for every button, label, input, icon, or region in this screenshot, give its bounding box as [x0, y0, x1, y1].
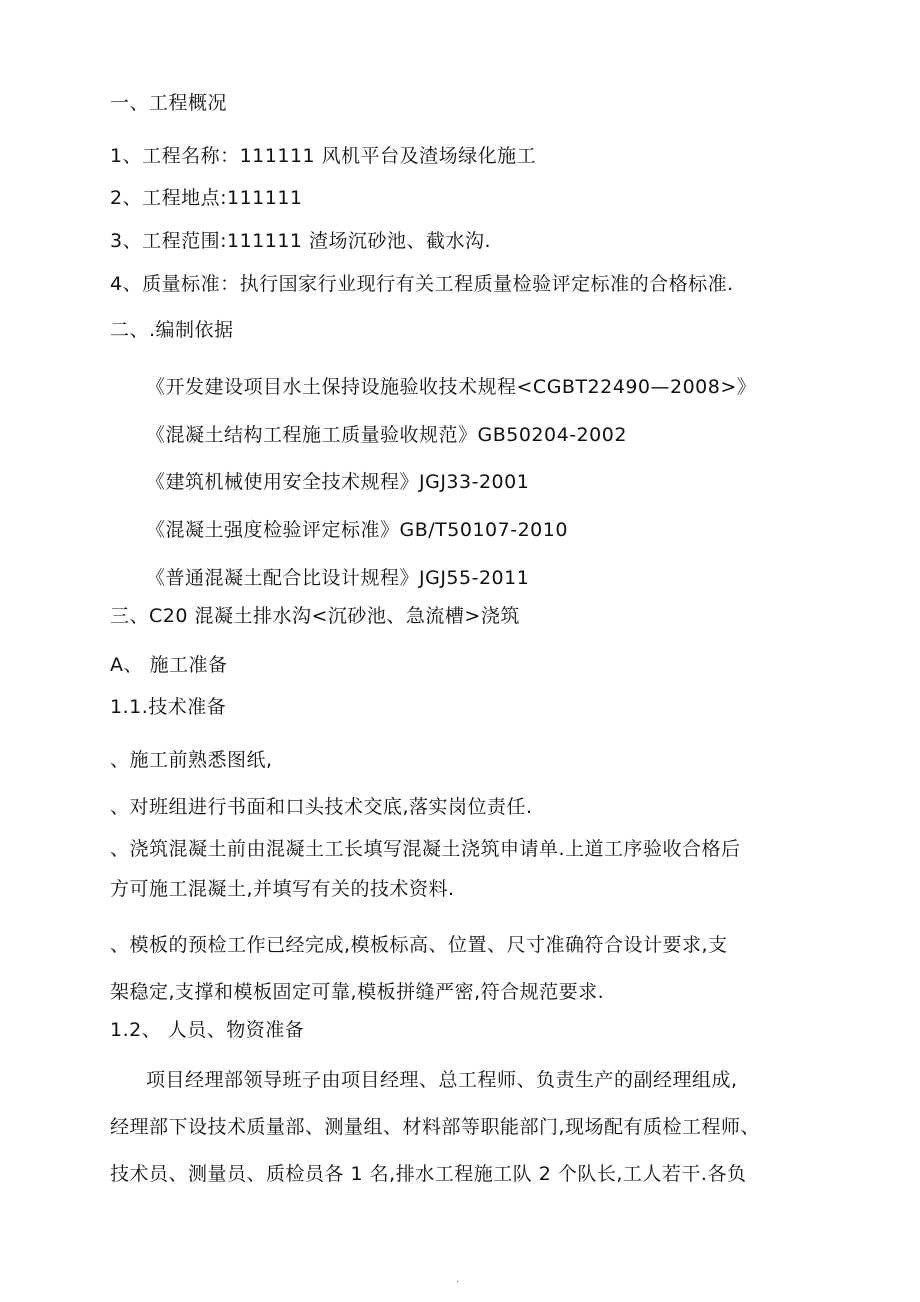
tech-prep-item-continued: 方可施工混凝土,并填写有关的技术资料. [110, 878, 455, 900]
tech-prep-item: 、浇筑混凝土前由混凝土工长填写混凝土浇筑申请单.上道工序验收合格后 [110, 838, 741, 860]
staffing-paragraph-line: 经理部下设技术质量部、测量组、材料部等职能部门,现场配有质检工程师、 [110, 1116, 761, 1138]
tech-prep-item: 、施工前熟悉图纸, [110, 749, 273, 771]
reference-item: 《开发建设项目水土保持设施验收技术规程<CGBT22490—2008>》 [146, 376, 757, 398]
project-location-line: 2、工程地点:111111 [110, 187, 303, 209]
subsection-1-2-heading: 1.2、 人员、物资准备 [110, 1019, 305, 1041]
reference-item: 《混凝土结构工程施工质量验收规范》GB50204-2002 [146, 424, 627, 446]
section-1-heading: 一、工程概况 [110, 92, 228, 114]
subsection-1-1-heading: 1.1.技术准备 [110, 696, 227, 718]
tech-prep-item-continued: 架稳定,支撑和模板固定可靠,模板拼缝严密,符合规范要求. [110, 981, 605, 1003]
reference-item: 《建筑机械使用安全技术规程》JGJ33-2001 [146, 471, 530, 493]
quality-standard-line: 4、质量标准：执行国家行业现行有关工程质量检验评定标准的合格标准. [110, 273, 734, 295]
subsection-a-heading: A、 施工准备 [110, 654, 228, 676]
reference-item: 《普通混凝土配合比设计规程》JGJ55-2011 [146, 567, 530, 589]
staffing-paragraph-line: 技术员、测量员、质检员各 1 名,排水工程施工队 2 个队长,工人若干.各负 [110, 1163, 747, 1185]
page-footer-mark: . [456, 1274, 460, 1285]
tech-prep-item: 、模板的预检工作已经完成,模板标高、位置、尺寸准确符合设计要求,支 [110, 934, 728, 956]
reference-item: 《混凝土强度检验评定标准》GB/T50107-2010 [146, 519, 568, 541]
project-name-line: 1、工程名称：111111 风机平台及渣场绿化施工 [110, 145, 537, 167]
section-2-heading: 二、.编制依据 [110, 319, 234, 341]
staffing-paragraph-line: 项目经理部领导班子由项目经理、总工程师、负责生产的副经理组成, [146, 1069, 738, 1091]
tech-prep-item: 、对班组进行书面和口头技术交底,落实岗位责任. [110, 796, 533, 818]
section-3-heading: 三、C20 混凝土排水沟<沉砂池、急流槽>浇筑 [110, 605, 520, 627]
project-scope-line: 3、工程范围:111111 渣场沉砂池、截水沟. [110, 230, 492, 252]
